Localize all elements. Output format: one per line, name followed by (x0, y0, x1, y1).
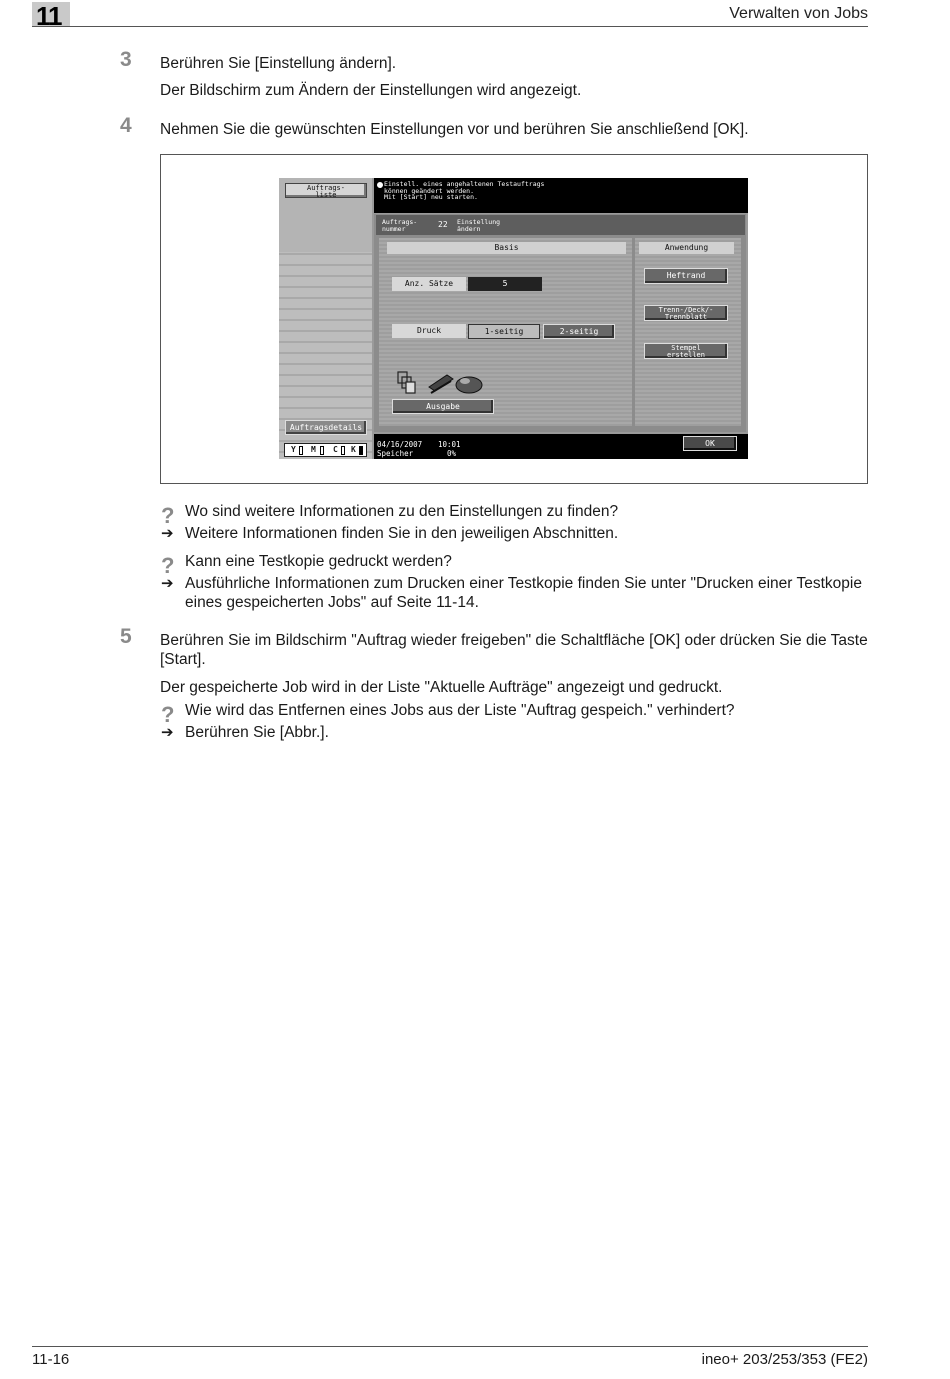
step-number-5: 5 (120, 625, 132, 648)
sets-label: Anz. Sätze (392, 277, 466, 291)
page-header-title: Verwalten von Jobs (729, 5, 868, 22)
question-icon (160, 552, 176, 576)
answer-2-line-1: Ausführliche Informationen zum Drucken einer Testkopie finden Sie unter "Drucken einer Testkopie (185, 575, 862, 592)
question-icon (160, 502, 176, 526)
screen-message: Einstell. eines angehaltenen Testauftrags können geändert werden. Mit [Start] neu starten. (374, 178, 748, 213)
toner-levels (284, 443, 367, 457)
toner-c-label: C (333, 445, 338, 454)
output-button[interactable]: Ausgabe (392, 399, 494, 414)
step-5-subtext: Der gespeicherte Job wird in der Liste "Aktuelle Aufträge" angezeigt und gedruckt. (160, 679, 723, 696)
job-number-value: 22 (438, 220, 448, 229)
question-2: Kann eine Testkopie gedruckt werden? (185, 553, 452, 570)
print-label: Druck (392, 324, 466, 338)
answer-arrow-icon: ➔ (161, 724, 174, 741)
toner-m-bar (320, 446, 324, 455)
question-3: Wie wird das Entfernen eines Jobs aus der Liste "Auftrag gespeich." verhindert? (185, 702, 735, 719)
basis-header: Basis (387, 242, 626, 254)
duplex-button[interactable]: 2-seitig (543, 324, 615, 339)
info-icon (377, 182, 383, 188)
job-number-label: Auftrags- nummer (382, 218, 418, 233)
svg-text:?: ? (161, 553, 175, 576)
simplex-button[interactable]: 1-seitig (468, 324, 540, 339)
question-icon (160, 701, 176, 725)
footer-divider (32, 1346, 868, 1347)
toner-y-label: Y (291, 445, 296, 454)
memory-value: 0% (447, 449, 457, 458)
anwendung-header: Anwendung (639, 242, 734, 254)
sets-value[interactable]: 5 (468, 277, 542, 291)
job-details-button[interactable]: Auftragsdetails (285, 420, 367, 435)
stamp-button[interactable]: Stempel erstellen (644, 343, 728, 359)
step-number-4: 4 (120, 114, 132, 137)
job-list-button[interactable]: Auftrags- liste (285, 183, 367, 198)
anwendung-panel (635, 238, 741, 426)
cover-sheet-button[interactable]: Trenn-/Deck/- Trennblatt (644, 305, 728, 321)
ok-button[interactable]: OK (683, 436, 737, 451)
answer-arrow-icon: ➔ (161, 575, 174, 592)
status-date: 04/16/2007 (377, 440, 423, 449)
step-5-text-line-1: Berühren Sie im Bildschirm "Auftrag wieder freigeben" die Schaltfläche [OK] oder drücken Sie die Taste (160, 632, 868, 649)
header-divider (32, 26, 868, 27)
step-5-text-line-2: [Start]. (160, 651, 206, 668)
product-name: ineo+ 203/253/353 (FE2) (701, 1351, 868, 1368)
toner-m-label: M (311, 445, 316, 454)
settings-tab-bar (376, 215, 745, 235)
toner-k-label: K (351, 445, 356, 454)
toner-k-bar (359, 446, 363, 455)
staple-margin-button[interactable]: Heftrand (644, 268, 728, 284)
toner-c-bar (341, 446, 345, 455)
step-3-text: Berühren Sie [Einstellung ändern]. (160, 55, 397, 72)
step-4-text: Nehmen Sie die gewünschten Einstellungen vor und berühren Sie anschließend [OK]. (160, 121, 749, 138)
chapter-number: 11 (36, 1, 62, 31)
question-1: Wo sind weitere Informationen zu den Einstellungen zu finden? (185, 503, 619, 520)
answer-1: Weitere Informationen finden Sie in den jeweiligen Abschnitten. (185, 525, 619, 542)
answer-arrow-icon: ➔ (161, 525, 174, 542)
device-screen (279, 178, 748, 459)
svg-text:?: ? (161, 503, 175, 526)
status-time: 10:01 (438, 440, 461, 449)
finishing-icon (395, 369, 487, 399)
page-number: 11-16 (32, 1351, 70, 1368)
step-3-subtext: Der Bildschirm zum Ändern der Einstellungen wird angezeigt. (160, 82, 582, 99)
svg-text:?: ? (161, 702, 175, 725)
step-number-3: 3 (120, 48, 132, 71)
answer-2-line-2: eines gespeicherten Jobs" auf Seite 11-14. (185, 594, 479, 611)
toner-y-bar (299, 446, 303, 455)
memory-label: Speicher (377, 449, 414, 458)
answer-3: Berühren Sie [Abbr.]. (185, 724, 329, 741)
settings-tab-title: Einstellung ändern (457, 218, 501, 233)
